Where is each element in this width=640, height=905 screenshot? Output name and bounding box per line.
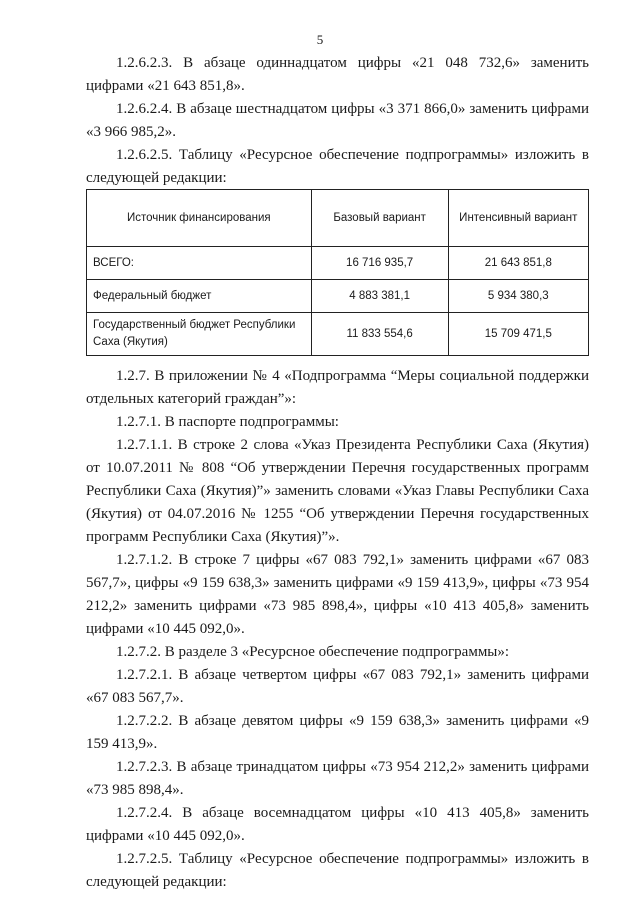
table-row [87,247,589,280]
table-row [87,280,589,313]
paragraph-1-2-7-2-2: 1.2.7.2.2. В абзаце девятом цифры «9 159 638,3» заменить цифрами «9 159 413,9». [86,713,589,752]
paragraph-1-2-7-1-1: 1.2.7.1.1. В строке 2 слова «Указ Президента Республики Саха (Якутия) от 10.07.2011 № 808 “Об утверждении Перечня государственных программ Республики Саха (Якутия)”» заменить словами «Указ Главы Республики Саха (Якутия) от 04.07.2016 № 1255 “Об утверждении Перечня государственных программ Республики Саха (Якутия)”». [86,437,589,545]
paragraph-1-2-7-2: 1.2.7.2. В разделе 3 «Ресурсное обеспечение подпрограммы»: [116,644,510,660]
paragraph-1-2-7-2-5: 1.2.7.2.5. Таблицу «Ресурсное обеспечение подпрограммы» изложить в следующей редакции: [86,851,589,890]
table-cell: 16 716 935,7 [311,247,448,280]
table-header-base: Базовый вариант [311,190,448,247]
table-header-intensive: Интенсивный вариант [448,190,588,247]
paragraph-1-2-7-2-3: 1.2.7.2.3. В абзаце тринадцатом цифры «73 954 212,2» заменить цифрами «73 985 898,4». [86,759,589,798]
bottom-paragraphs [86,365,589,894]
paragraph-1-2-6-2-5: 1.2.6.2.5. Таблицу «Ресурсное обеспечение подпрограммы» изложить в следующей редакции: [86,147,589,186]
table-cell: 5 934 380,3 [448,280,588,313]
table-header-source: Источник финансирования [87,190,312,247]
paragraph-1-2-7: 1.2.7. В приложении № 4 «Подпрограмма “Меры социальной поддержки отдельных категорий граждан”»: [86,368,589,407]
top-paragraphs [86,52,589,190]
paragraph-1-2-6-2-4: 1.2.6.2.4. В абзаце шестнадцатом цифры «3 371 866,0» заменить цифрами «3 966 985,2». [86,101,589,140]
paragraph-1-2-7-1: 1.2.7.1. В паспорте подпрограммы: [116,414,339,430]
paragraph-1-2-7-2-1: 1.2.7.2.1. В абзаце четвертом цифры «67 083 792,1» заменить цифрами «67 083 567,7». [86,667,589,706]
table-row [87,313,589,356]
table-cell: ВСЕГО: [87,247,312,280]
resource-table [86,189,589,356]
paragraph-1-2-7-2-4: 1.2.7.2.4. В абзаце восемнадцатом цифры «10 413 405,8» заменить цифрами «10 445 092,0». [86,805,589,844]
table-cell: 15 709 471,5 [448,313,588,356]
table-cell: 11 833 554,6 [311,313,448,356]
table-cell: Государственный бюджет Республики Саха (Якутия) [87,313,312,356]
table-cell: 21 643 851,8 [448,247,588,280]
paragraph-1-2-7-1-2: 1.2.7.1.2. В строке 7 цифры «67 083 792,1» заменить цифрами «67 083 567,7», цифры «9 159 638,3» заменить цифрами «9 159 413,9», цифры «73 954 212,2» заменить цифрами «73 985 898,4», цифры «10 413 405,8» заменить цифрами «10 445 092,0». [86,552,589,637]
table-cell: 4 883 381,1 [311,280,448,313]
table-cell: Федеральный бюджет [87,280,312,313]
table-header-row [87,190,589,247]
paragraph-1-2-6-2-3: 1.2.6.2.3. В абзаце одиннадцатом цифры «21 048 732,6» заменить цифрами «21 643 851,8». [86,55,589,94]
page-number: 5 [316,32,324,47]
